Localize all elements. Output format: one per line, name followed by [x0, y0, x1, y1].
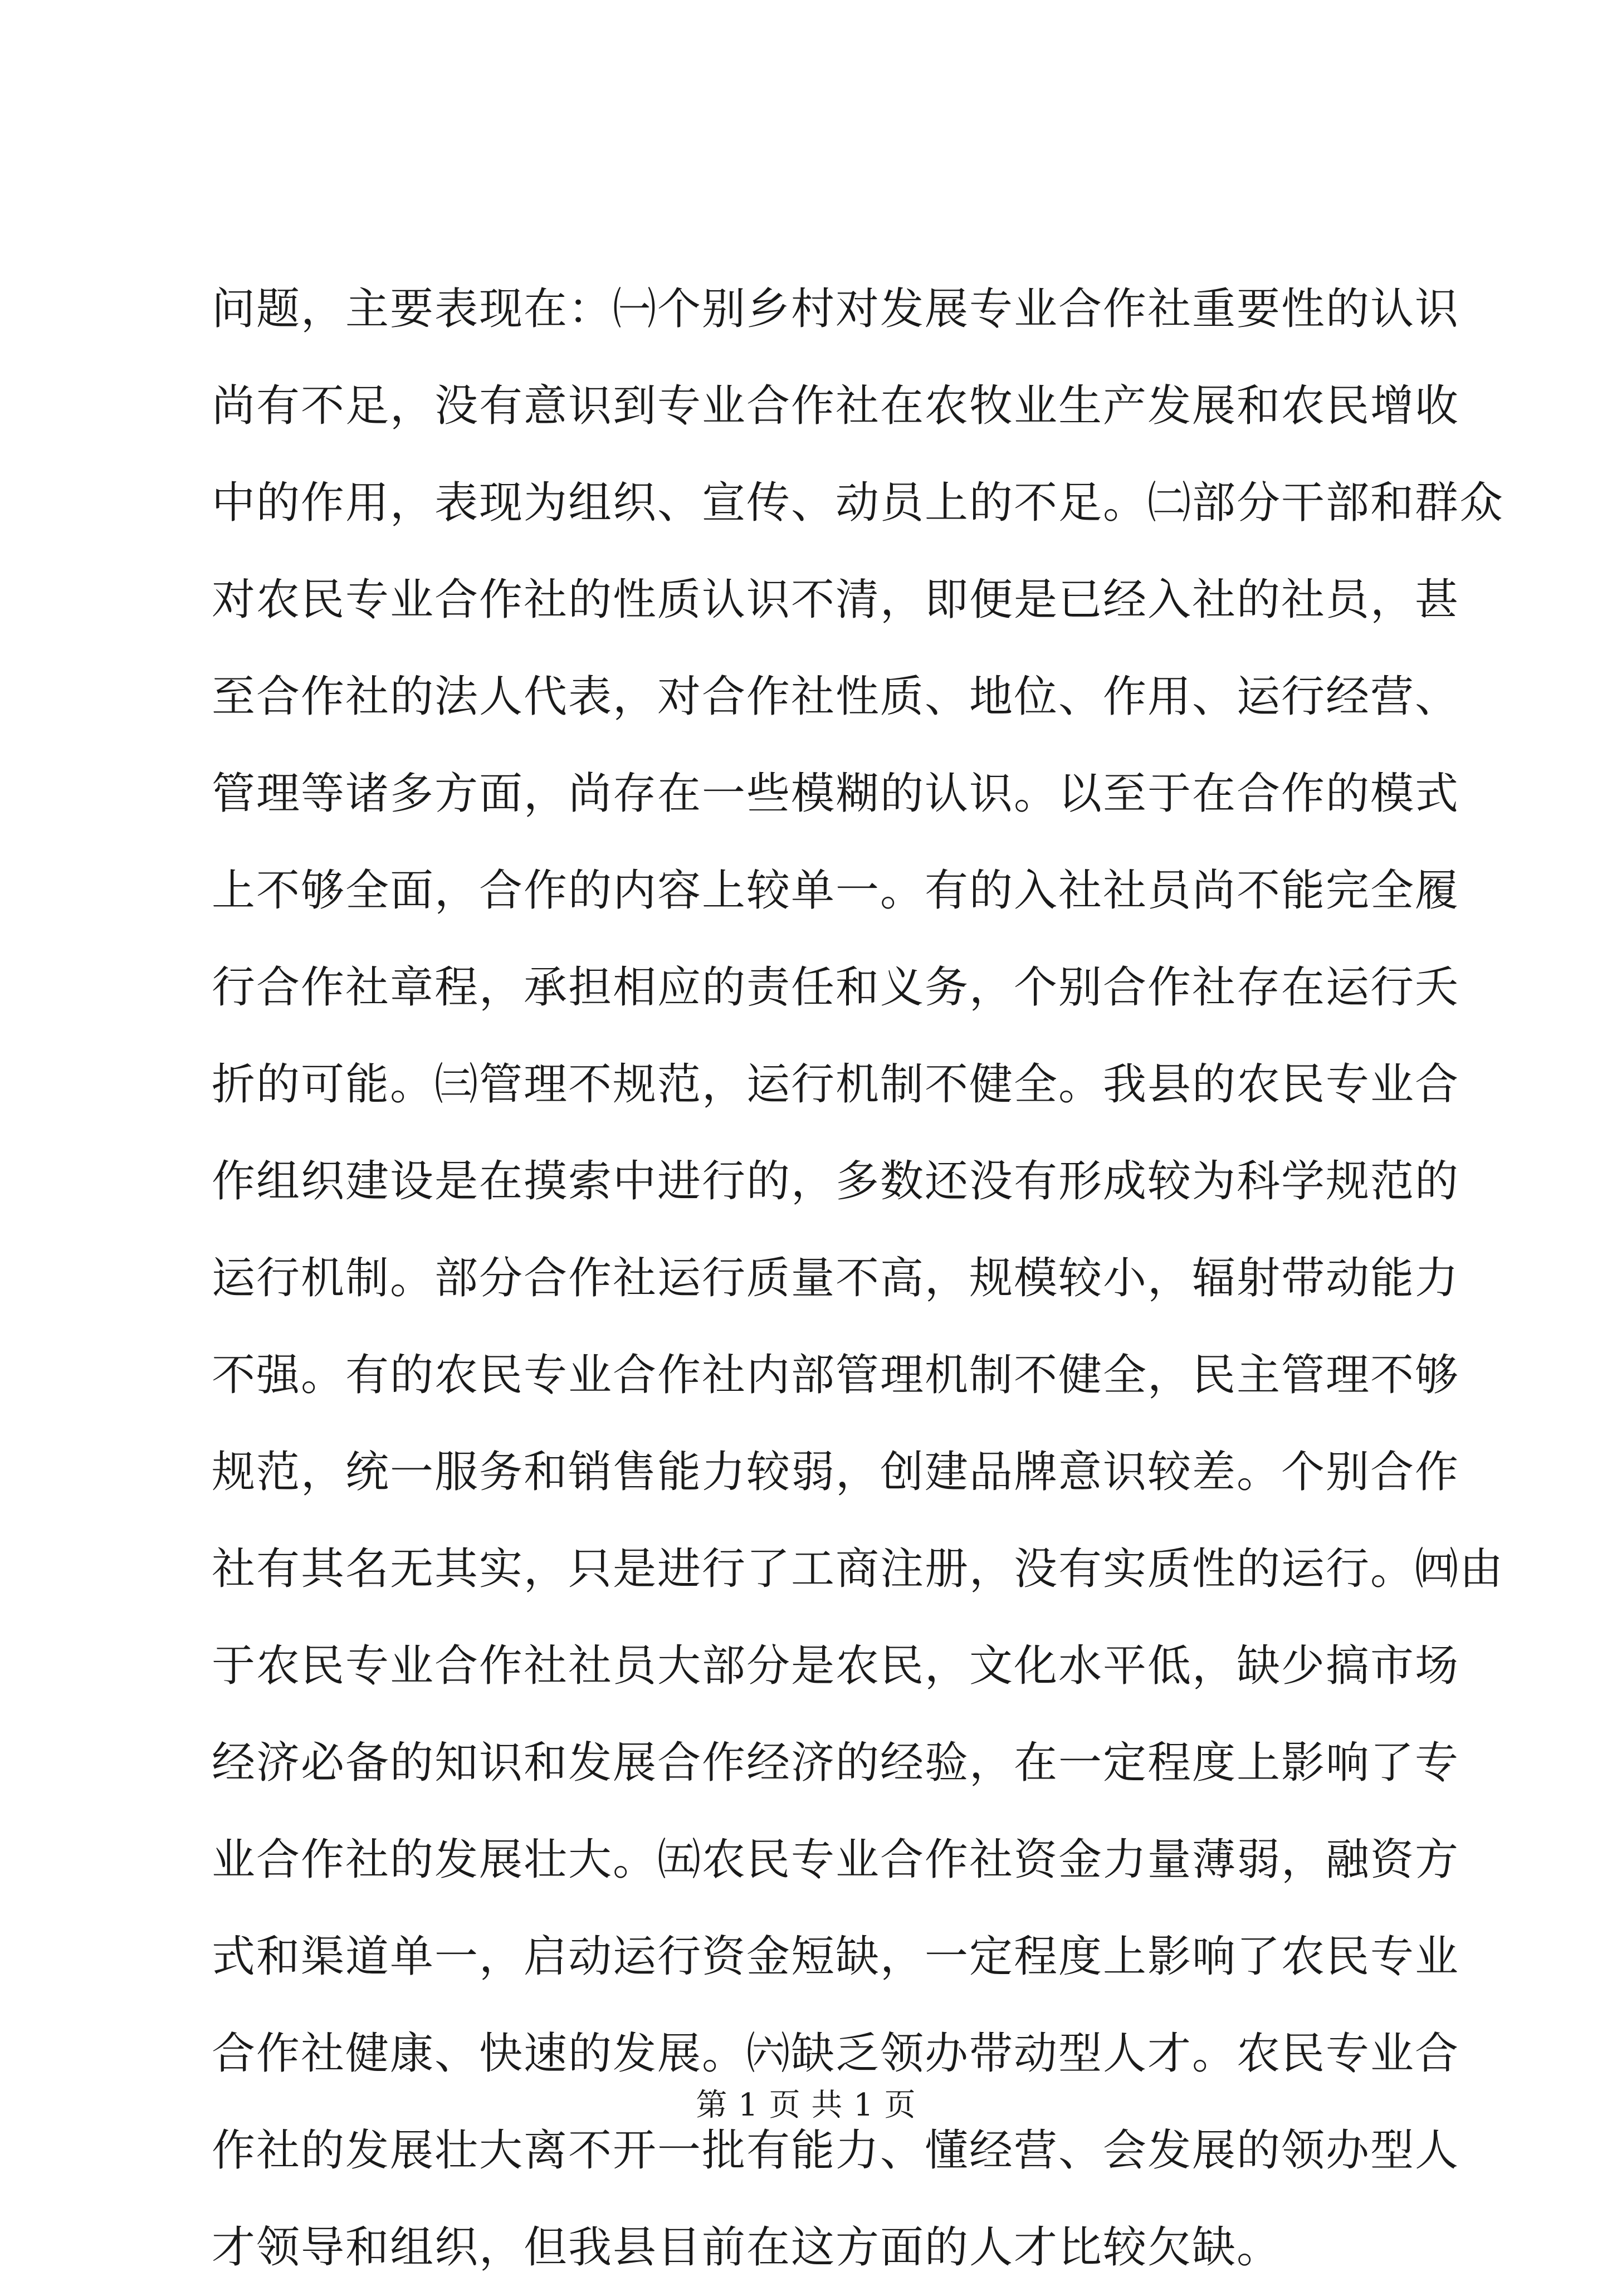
text-line: 对农民专业合作社的性质认识不清，即便是已经入社的社员，甚	[212, 575, 1460, 625]
text-line: 式和渠道单一，启动运行资金短缺，一定程度上影响了农民专业	[212, 1932, 1460, 1982]
text-line: 作组织建设是在摸索中进行的，多数还没有形成较为科学规范的	[212, 1156, 1460, 1206]
text-line: 社有其名无其实，只是进行了工商注册，没有实质性的运行。㈣由	[212, 1544, 1504, 1594]
text-line: 运行机制。部分合作社运行质量不高，规模较小，辐射带动能力	[212, 1253, 1460, 1303]
text-line: 问题，主要表现在：㈠个别乡村对发展专业合作社重要性的认识	[212, 284, 1460, 334]
body-text	[212, 261, 1504, 2296]
text-line: 中的作用，表现为组织、宣传、动员上的不足。㈡部分干部和群众	[212, 478, 1504, 528]
text-line: 合作社健康、快速的发展。㈥缺乏领办带动型人才。农民专业合	[212, 2029, 1460, 2079]
text-line: 业合作社的发展壮大。㈤农民专业合作社资金力量薄弱，融资方	[212, 1835, 1460, 1885]
text-line: 折的可能。㈢管理不规范，运行机制不健全。我县的农民专业合	[212, 1059, 1460, 1110]
text-line: 管理等诸多方面，尚存在一些模糊的认识。以至于在合作的模式	[212, 769, 1460, 819]
text-line: 上不够全面，合作的内容上较单一。有的入社社员尚不能完全履	[212, 866, 1460, 916]
text-line: 至合作社的法人代表，对合作社性质、地位、作用、运行经营、	[212, 672, 1460, 722]
page-number-footer: 第 1 页 共 1 页	[696, 2087, 916, 2123]
text-line: 作社的发展壮大离不开一批有能力、懂经营、会发展的领办型人	[212, 2126, 1460, 2176]
text-line: 不强。有的农民专业合作社内部管理机制不健全，民主管理不够	[212, 1350, 1460, 1400]
text-line: 于农民专业合作社社员大部分是农民，文化水平低，缺少搞市场	[212, 1641, 1460, 1691]
text-line: 经济必备的知识和发展合作经济的经验，在一定程度上影响了专	[212, 1738, 1460, 1788]
text-line: 尚有不足，没有意识到专业合作社在农牧业生产发展和农民增收	[212, 381, 1460, 431]
text-line-last: 才领导和组织，但我县目前在这方面的人才比较欠缺。	[212, 2222, 1282, 2273]
text-line: 行合作社章程，承担相应的责任和义务，个别合作社存在运行夭	[212, 963, 1460, 1013]
text-line: 规范，统一服务和销售能力较弱，创建品牌意识较差。个别合作	[212, 1447, 1460, 1497]
